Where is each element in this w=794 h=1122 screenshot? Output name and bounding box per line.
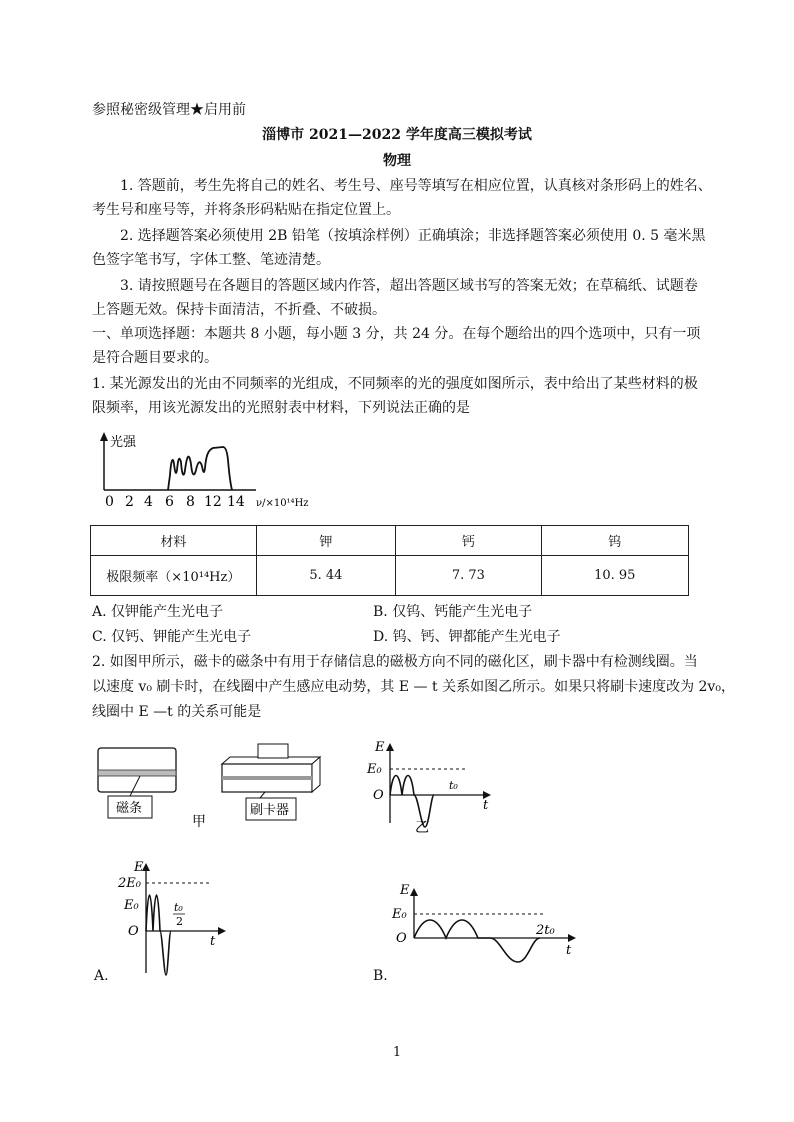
label-t0: t₀ — [449, 779, 458, 792]
option-b-graph — [380, 880, 590, 970]
table-header-tungsten: 钨 — [541, 526, 688, 556]
section-heading-line-1: 一、单项选择题：本题共 8 小题，每小题 3 分，共 24 分。在每个题给出的四个选项中，只有一项 — [92, 326, 701, 342]
q2-stem-line-2: 以速度 v₀ 刷卡时，在线圈中产生感应电动势，其 E — t 关系如图乙所示。如果只将刷卡速度改为 2v₀， — [92, 679, 735, 695]
label-origin: O — [396, 931, 407, 946]
instruction-2-line-2: 色签字笔书写，字体工整、笔迹清楚。 — [92, 252, 330, 268]
tick-4: 4 — [144, 494, 153, 510]
label-e0: E₀ — [367, 762, 382, 777]
label-e0: E₀ — [124, 898, 139, 913]
label-2e0: 2E₀ — [118, 876, 141, 891]
label-e0: E₀ — [392, 907, 407, 922]
table-header-potassium: 钾 — [256, 526, 396, 556]
axis-t: t — [210, 934, 216, 949]
y-axis-arrow — [386, 743, 394, 751]
label-origin: O — [128, 924, 139, 939]
table-header-material: 材料 — [91, 526, 257, 556]
axis-e: E — [375, 740, 385, 755]
label-origin: O — [373, 788, 384, 803]
instruction-1-line-2: 考生号和座号等，并将条形码粘贴在指定位置上。 — [92, 202, 400, 218]
exam-title: 淄博市 2021—2022 学年度高三模拟考试 — [262, 127, 532, 143]
axis-e: E — [134, 860, 144, 875]
q1-stem-line-1: 1. 某光源发出的光由不同频率的光组成，不同频率的光的强度如图所示，表中给出了某些材料的极 — [92, 376, 698, 392]
spectrum-curve — [168, 447, 232, 490]
q2-stem-line-3: 线圈中 E —t 的关系可能是 — [92, 704, 262, 720]
label-2t0: 2t₀ — [536, 923, 555, 938]
subject-title: 物理 — [383, 153, 411, 169]
magnetic-strip — [98, 770, 176, 776]
tick-2: 2 — [125, 494, 134, 510]
reader-slot — [222, 776, 312, 780]
reader-label: 刷卡器 — [250, 803, 290, 818]
table-value-potassium: 5. 44 — [256, 556, 396, 596]
secrecy-label: 参照秘密级管理★启用前 — [92, 102, 246, 118]
figure-jia-caption: 甲 — [192, 814, 206, 830]
figure-yi-caption: 乙 — [415, 820, 429, 835]
y-axis-arrow — [100, 432, 108, 441]
figure-yi — [365, 735, 505, 835]
q1-option-b: B. 仅钨、钙能产生光电子 — [373, 604, 533, 620]
option-a-graph — [108, 855, 238, 990]
x-axis-arrow — [218, 927, 226, 935]
q1-spectrum-graph — [90, 430, 330, 515]
q2-option-b-label: B. — [373, 968, 388, 984]
table-header-calcium: 钙 — [396, 526, 541, 556]
table-row-label: 极限频率（×10¹⁴Hz） — [91, 556, 257, 596]
figure-jia — [90, 740, 330, 830]
tick-12: 12 — [204, 494, 222, 510]
section-heading-line-2: 是符合题目要求的。 — [92, 350, 218, 366]
instruction-3-line-1: 3. 请按照题号在各题目的答题区域内作答，超出答题区域书写的答案无效；在草稿纸、试题卷 — [120, 278, 698, 294]
table-value-tungsten: 10. 95 — [541, 556, 688, 596]
threshold-frequency-table — [90, 525, 689, 596]
tick-0: 0 — [105, 494, 114, 510]
tick-6: 6 — [165, 494, 174, 510]
y-axis-label: 光强 — [110, 435, 137, 450]
reader-head — [258, 744, 288, 758]
q1-stem-line-2: 限频率，用该光源发出的光照射表中材料，下列说法正确的是 — [92, 400, 470, 416]
page-number: 1 — [392, 1045, 402, 1060]
instruction-3-line-2: 上答题无效。保持卡面清洁，不折叠、不破损。 — [92, 302, 386, 318]
q1-option-c: C. 仅钙、钾能产生光电子 — [92, 629, 252, 645]
reader-pointer — [260, 792, 265, 798]
label-t0: t₀ — [174, 901, 183, 914]
q2-option-a-label: A. — [94, 968, 109, 984]
x-axis-arrow — [568, 934, 576, 942]
tick-8: 8 — [186, 494, 195, 510]
strip-label: 磁条 — [116, 801, 143, 816]
axis-t: t — [566, 943, 572, 958]
instruction-1-line-1: 1. 答题前，考生先将自己的姓名、考生号、座号等填写在相应位置，认真核对条形码上的姓名、 — [120, 178, 712, 194]
instruction-2-line-1: 2. 选择题答案必须使用 2B 铅笔（按填涂样例）正确填涂；非选择题答案必须使用 0. 5 毫米黑 — [120, 228, 706, 244]
q1-option-d: D. 钨、钙、钾都能产生光电子 — [373, 629, 561, 645]
x-axis-label: ν/×10¹⁴Hz — [256, 498, 309, 509]
y-axis-arrow — [410, 888, 418, 896]
label-half-denominator: 2 — [176, 915, 183, 928]
emf-curve-b — [414, 920, 540, 962]
emf-curve-a — [146, 895, 171, 975]
q1-option-a: A. 仅钾能产生光电子 — [92, 604, 224, 620]
q2-stem-line-1: 2. 如图甲所示，磁卡的磁条中有用于存储信息的磁极方向不同的磁化区，刷卡器中有检测线圈。当 — [92, 654, 698, 670]
axis-t: t — [483, 798, 489, 813]
table-value-calcium: 7. 73 — [396, 556, 541, 596]
axis-e: E — [400, 883, 410, 898]
tick-14: 14 — [227, 494, 245, 510]
